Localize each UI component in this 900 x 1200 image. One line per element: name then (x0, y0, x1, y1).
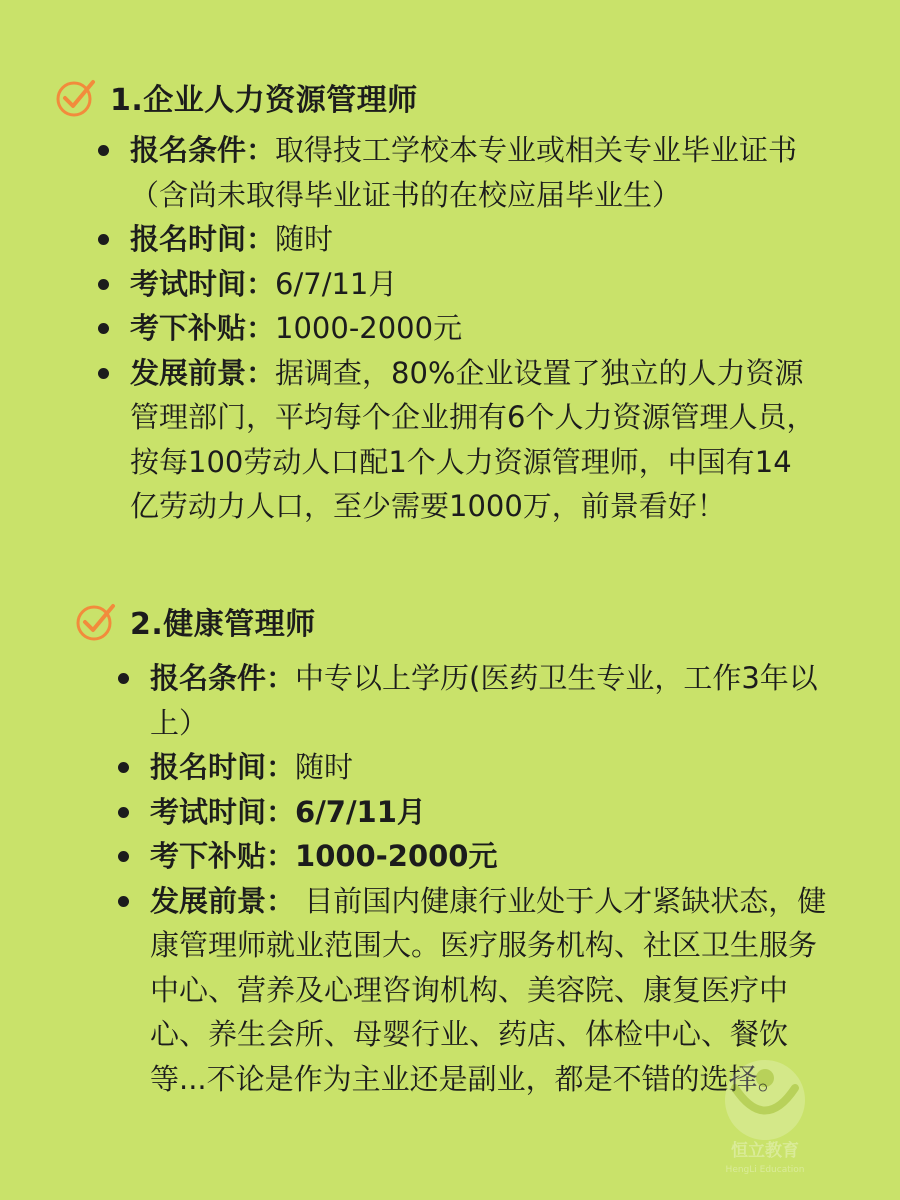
item-value: 取得技工学校本专业或相关专业毕业证书（含尚未取得毕业证书的在校应届毕业生） (130, 133, 798, 212)
list-item-signup-conditions (0, 656, 840, 745)
list-item-exam-time (0, 790, 840, 835)
list-item-signup-time (0, 745, 840, 790)
bullet-dot (118, 807, 129, 818)
section-title: 2.健康管理师 (130, 607, 316, 642)
list-item-prospects (0, 879, 840, 1102)
bullet-dot (118, 851, 129, 862)
check-circle-icon (54, 75, 98, 119)
bullet-dot (98, 145, 109, 156)
list-item-signup-time (0, 217, 820, 262)
requirement-list (0, 656, 900, 1101)
list-item-subsidy (0, 306, 820, 351)
item-label: 发展前景： (150, 883, 296, 918)
bullet-dot (118, 762, 129, 773)
item-label: 发展前景： (130, 355, 276, 390)
check-circle-icon (74, 599, 118, 643)
section-title: 1.企业人力资源管理师 (110, 83, 418, 118)
item-label: 报名条件： (150, 661, 296, 695)
bullet-dot (98, 323, 109, 334)
bullet-dot (118, 896, 129, 907)
bullet-dot (98, 368, 109, 379)
item-value: 6/7/11月 (295, 794, 426, 829)
item-value: 目前国内健康行业处于人才紧缺状态，健康管理师就业范围大。医疗服务机构、社区卫生服务中心、营养及心理咨询机构、美容院、康复医疗中心、养生会所、母婴行业、药店、体检中心、餐饮等...不论是作为主业还是副业，都是不错的选择。 (150, 883, 827, 1096)
item-label: 报名时间： (150, 750, 296, 784)
item-value: 随时 (275, 222, 334, 256)
item-value: 1000-2000元 (275, 311, 463, 345)
item-label: 报名条件： (130, 133, 276, 167)
requirement-list (0, 128, 900, 529)
section-heading (0, 72, 900, 122)
bullet-dot (118, 673, 129, 684)
item-value: 中专以上学历(医药卫生专业，工作3年以上） (150, 661, 818, 740)
item-label: 考下补贴： (130, 311, 276, 345)
item-value: 6/7/11月 (275, 266, 398, 301)
list-item-prospects (0, 351, 820, 529)
item-label: 考试时间： (130, 266, 276, 301)
item-label: 考试时间： (150, 794, 296, 829)
list-item-signup-conditions (0, 128, 820, 217)
svg-text:HengLi Education: HengLi Education (725, 1165, 805, 1175)
svg-text:恒立教育: 恒立教育 (731, 1141, 799, 1161)
item-label: 考下补贴： (150, 839, 296, 873)
list-item-exam-time (0, 262, 820, 307)
item-value: 据调查，80%企业设置了独立的人力资源管理部门，平均每个企业拥有6个人力资源管理人员，按每100劳动人口配1个人力资源管理师，中国有14亿劳动力人口，至少需要1000万，前景看好！ (130, 355, 816, 523)
item-label: 报名时间： (130, 222, 276, 256)
section-health-manager (0, 596, 900, 1101)
section-heading (0, 596, 900, 646)
bullet-dot (98, 279, 109, 290)
item-value: 随时 (295, 750, 354, 784)
item-value: 1000-2000元 (295, 839, 498, 873)
list-item-subsidy (0, 834, 840, 879)
bullet-dot (98, 234, 109, 245)
section-hr-manager (0, 72, 900, 529)
